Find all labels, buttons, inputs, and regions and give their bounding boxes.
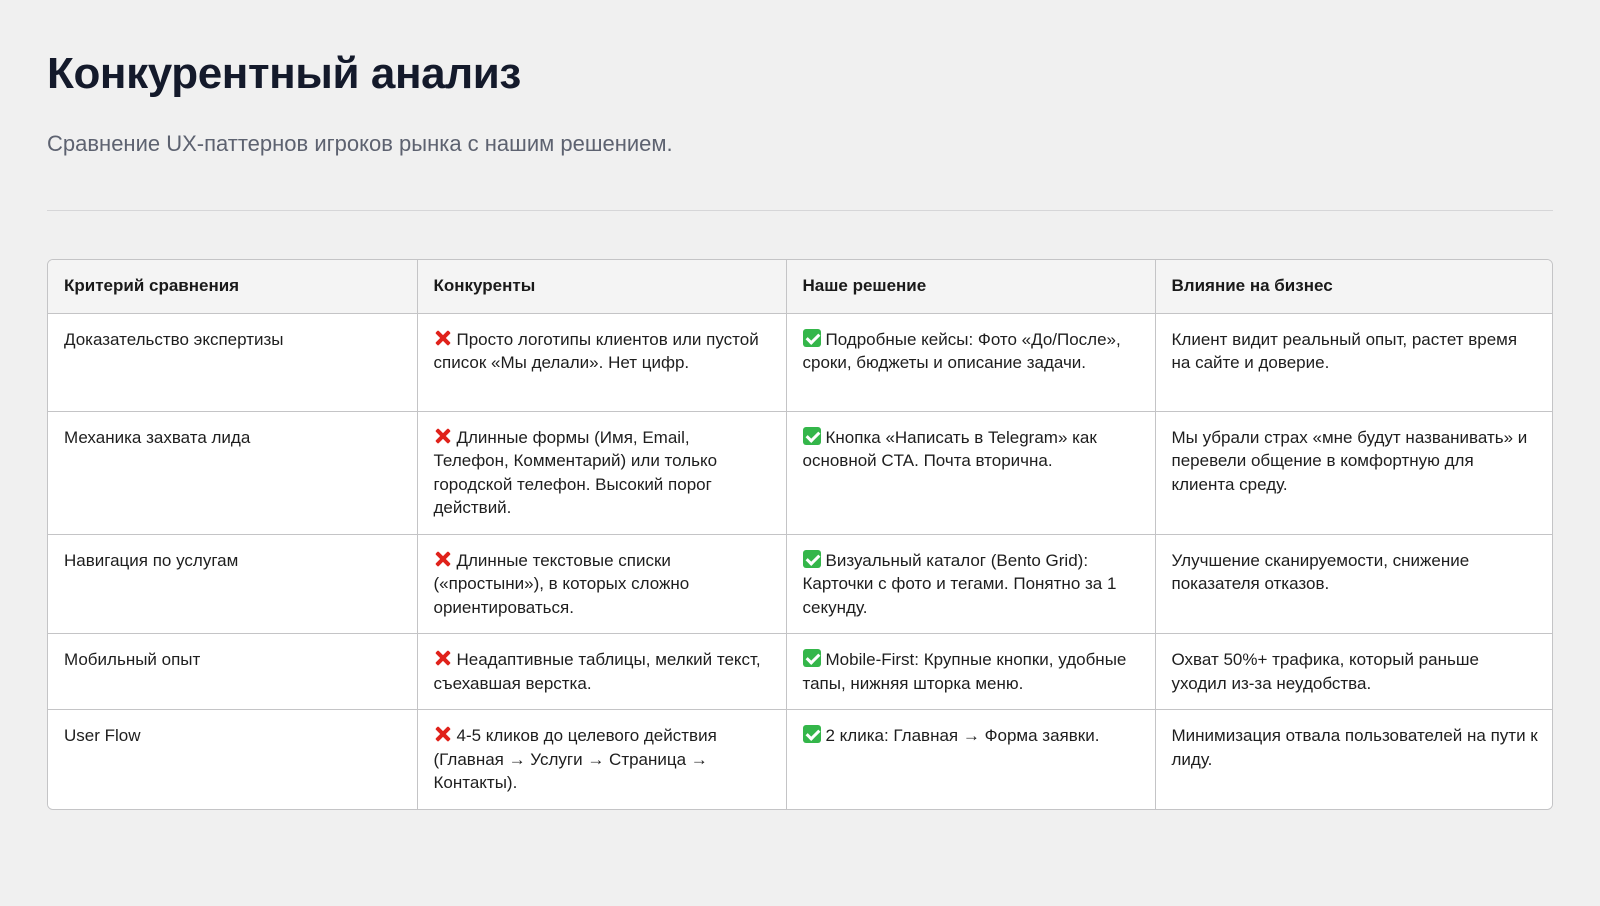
cell-competitors-text: 4-5 кликов до целевого действия (Главная → Услуги → Страница → Контакты).: [433, 726, 717, 792]
cell-impact: Мы убрали страх «мне будут названивать» и перевели общение в комфортную для клиента среду.: [1155, 411, 1553, 534]
cell-solution: [786, 634, 1155, 710]
cell-solution: [786, 411, 1155, 534]
cell-competitors-text: Просто логотипы клиентов или пустой список «Мы делали». Нет цифр.: [433, 329, 759, 372]
cell-competitors: [417, 710, 786, 809]
cell-competitors-text: Длинные формы (Имя, Email, Телефон, Комментарий) или только городской телефон. Высокий порог действий.: [433, 427, 718, 517]
page-title: Конкурентный анализ: [47, 49, 521, 98]
cross-mark-icon: [434, 550, 452, 568]
cell-solution-text: Mobile-First: Крупные кнопки, удобные тапы, нижняя шторка меню.: [802, 650, 1127, 693]
header-competitors: Конкуренты: [417, 260, 786, 313]
cell-impact: Минимизация отвала пользователей на пути к лиду.: [1155, 710, 1553, 809]
cross-mark-icon: [434, 725, 452, 743]
cell-competitors-text: Неадаптивные таблицы, мелкий текст, съехавшая верстка.: [433, 650, 761, 693]
cell-solution-text: Подробные кейсы: Фото «До/После», сроки, бюджеты и описание задачи.: [802, 329, 1121, 372]
table-row: [48, 313, 1553, 411]
cell-impact: Охват 50%+ трафика, который раньше уходил из-за неудобства.: [1155, 634, 1553, 710]
cell-solution: [786, 534, 1155, 634]
header-impact: Влияние на бизнес: [1155, 260, 1553, 313]
cell-criterion: Навигация по услугам: [48, 534, 417, 634]
cell-competitors: [417, 634, 786, 710]
table-row: [48, 411, 1553, 534]
cell-competitors: [417, 411, 786, 534]
cell-criterion: Механика захвата лида: [48, 411, 417, 534]
cell-impact: Улучшение сканируемости, снижение показателя отказов.: [1155, 534, 1553, 634]
cross-mark-icon: [434, 649, 452, 667]
check-mark-icon: [803, 649, 821, 667]
cell-criterion: User Flow: [48, 710, 417, 809]
cross-mark-icon: [434, 329, 452, 347]
header-solution: Наше решение: [786, 260, 1155, 313]
cell-solution: [786, 313, 1155, 411]
cell-solution-text: Визуальный каталог (Bento Grid): Карточки с фото и тегами. Понятно за 1 секунду.: [802, 550, 1117, 617]
divider: [47, 210, 1553, 211]
table-row: [48, 634, 1553, 710]
cell-competitors: [417, 534, 786, 634]
header-criterion: Критерий сравнения: [48, 260, 417, 313]
cell-solution: [786, 710, 1155, 809]
cell-criterion: Мобильный опыт: [48, 634, 417, 710]
cell-solution-text: 2 клика: Главная → Форма заявки.: [825, 726, 1100, 745]
cell-criterion: Доказательство экспертизы: [48, 313, 417, 411]
table-header-row: [48, 260, 1553, 313]
check-mark-icon: [803, 550, 821, 568]
cell-competitors: [417, 313, 786, 411]
table-row: [48, 710, 1553, 809]
cell-solution-text: Кнопка «Написать в Telegram» как основной CTA. Почта вторична.: [802, 427, 1097, 470]
check-mark-icon: [803, 427, 821, 445]
cell-competitors-text: Длинные текстовые списки («простыни»), в которых сложно ориентироваться.: [433, 550, 690, 617]
table-row: [48, 534, 1553, 634]
comparison-table: [47, 259, 1553, 810]
check-mark-icon: [803, 725, 821, 743]
page-subtitle: Сравнение UX-паттернов игроков рынка с нашим решением.: [47, 131, 673, 156]
cell-impact: Клиент видит реальный опыт, растет время на сайте и доверие.: [1155, 313, 1553, 411]
cross-mark-icon: [434, 427, 452, 445]
check-mark-icon: [803, 329, 821, 347]
